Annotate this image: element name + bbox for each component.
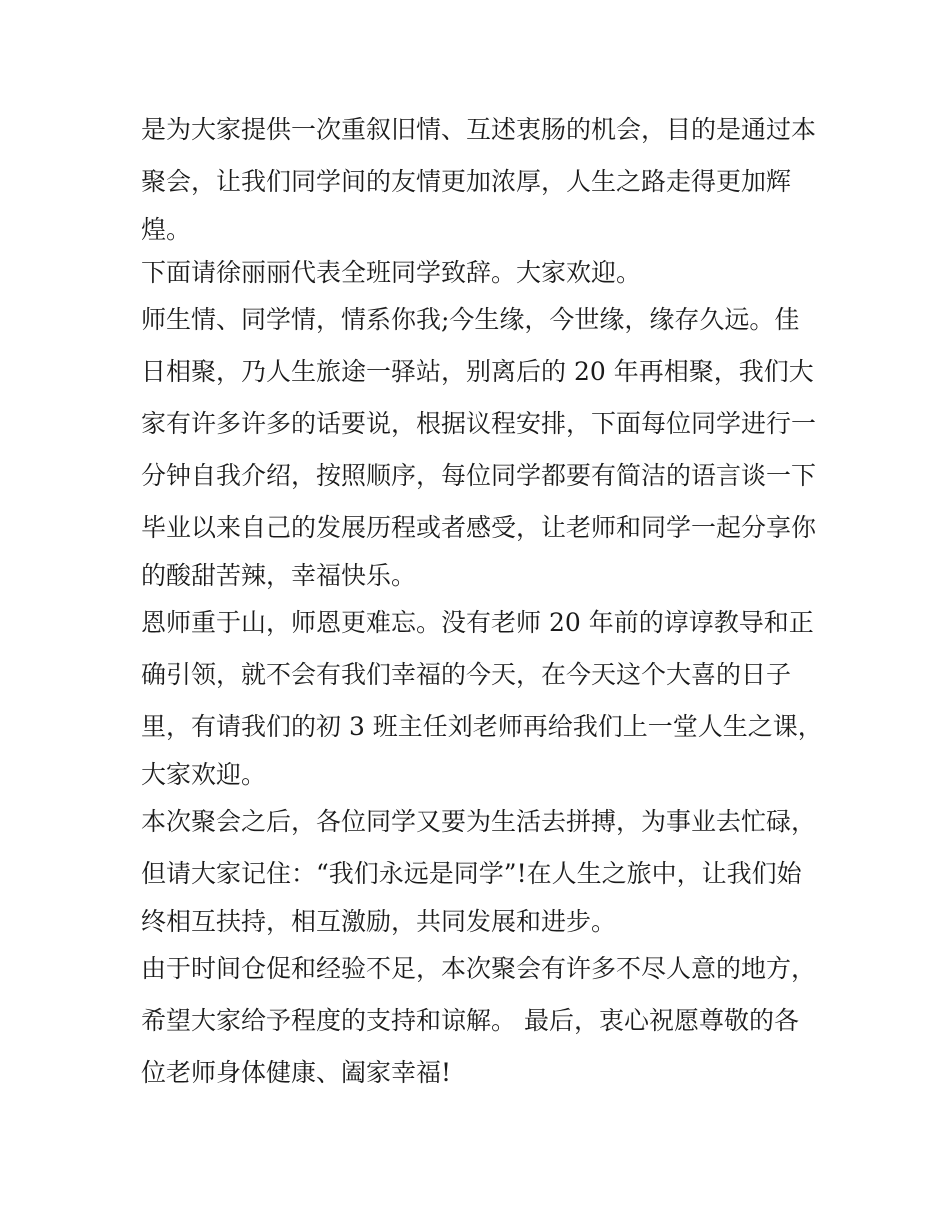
text-line: 煌。 <box>141 215 192 244</box>
paragraph <box>141 597 821 796</box>
text-line: 但请大家记住：“我们永远是同学”!在人生之旅中，让我们始 <box>141 859 802 888</box>
text-line: 里，有请我们的初 3 班主任刘老师再给我们上一堂人生之课， <box>141 712 823 741</box>
paragraph <box>141 796 821 943</box>
text-line: 位老师身体健康、阖家幸福! <box>141 1058 452 1087</box>
text-line: 希望大家给予程度的支持和谅解。 最后，衷心祝愿尊敬的各 <box>141 1006 799 1035</box>
text-line: 下面请徐丽丽代表全班同学致辞。大家欢迎。 <box>141 258 642 287</box>
text-line: 的酸甜苦辣，幸福快乐。 <box>141 561 417 590</box>
text-line: 恩师重于山，师恩更难忘。没有老师 20 年前的谆谆教导和正 <box>141 608 814 637</box>
text-line: 确引领，就不会有我们幸福的今天，在今天这个大喜的日子 <box>141 660 792 689</box>
text-line: 毕业以来自己的发展历程或者感受，让老师和同学一起分享你 <box>141 513 817 542</box>
text-line: 家有许多许多的话要说，根据议程安排，下面每位同学进行一 <box>141 409 817 438</box>
text-line: 终相互扶持，相互激励，共同发展和进步。 <box>141 907 617 936</box>
text-line: 本次聚会之后，各位同学又要为生活去拼搏，为事业去忙碌， <box>141 807 817 836</box>
text-line: 日相聚，乃人生旅途一驿站，别离后的 20 年再相聚，我们大 <box>141 357 814 386</box>
text-line: 聚会，让我们同学间的友情更加浓厚，人生之路走得更加辉 <box>141 167 792 196</box>
text-line: 师生情、同学情，情系你我;今生缘，今世缘，缘存久远。佳 <box>141 305 800 334</box>
text-line: 由于时间仓促和经验不足，本次聚会有许多不尽人意的地方， <box>141 954 817 983</box>
text-line: 分钟自我介绍，按照顺序，每位同学都要有简洁的语言谈一下 <box>141 461 817 490</box>
paragraph <box>141 943 821 1099</box>
document-body <box>141 104 821 1099</box>
paragraph <box>141 104 821 251</box>
paragraph <box>141 294 821 597</box>
paragraph <box>141 251 821 294</box>
text-line: 大家欢迎。 <box>141 760 267 789</box>
text-line: 是为大家提供一次重叙旧情、互述衷肠的机会，目的是通过本 <box>141 115 817 144</box>
